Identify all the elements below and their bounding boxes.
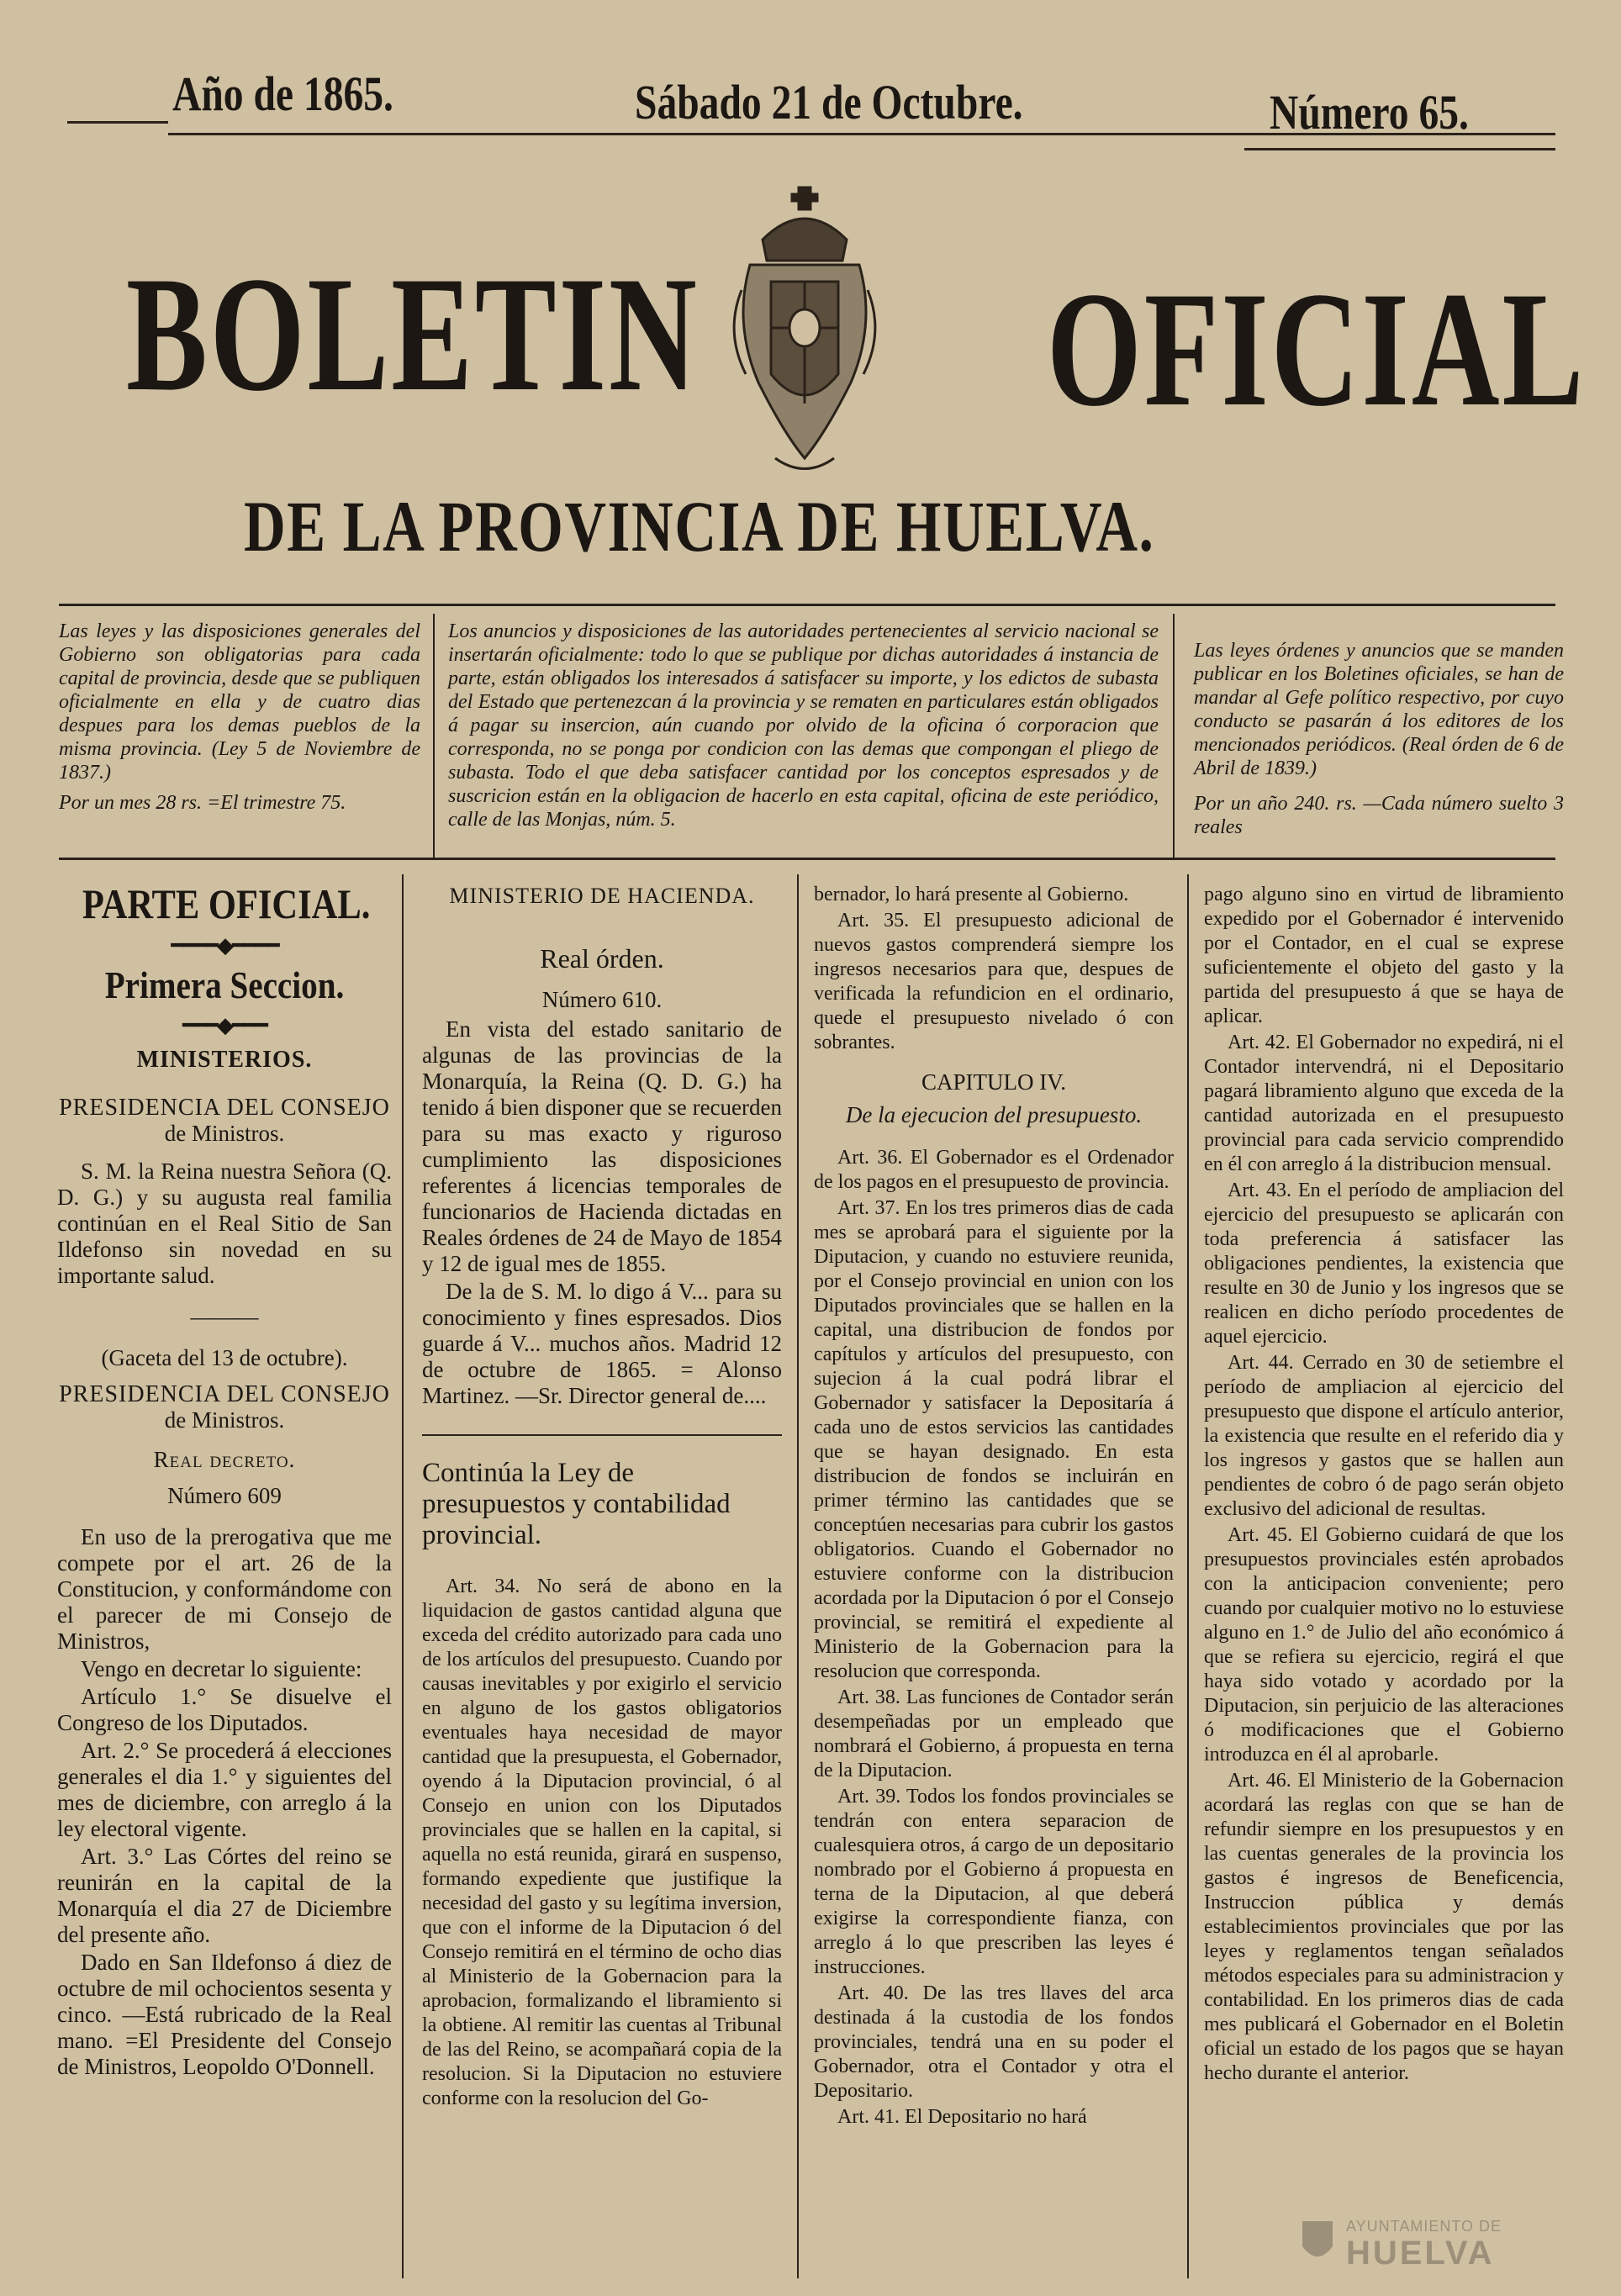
- presidencia-sub: de Ministros.: [164, 1407, 285, 1433]
- column-divider-2: [797, 874, 799, 2278]
- ministerios-heading: MINISTERIOS.: [136, 1047, 313, 1073]
- paragraph: Art. 35. El presupuesto adicional de nuevos gastos comprenderá siempre los ingresos necesarios para que, despues de verificada la refundicion en el ordinario, quede el presupuesto nivelado ó con sobrantes.: [814, 910, 1174, 1053]
- notice-left: [59, 620, 420, 815]
- capitulo-subheading: De la ejecucion del presupuesto.: [845, 1102, 1143, 1127]
- paragraph: Vengo en decretar lo siguiente:: [81, 1656, 362, 1681]
- paragraph: Art. 2.° Se procederá á elecciones generales el dia 1.° y siguientes del mes de diciembre, con arreglo á la ley electoral vigente.: [57, 1738, 392, 1841]
- column-divider-1: [402, 874, 404, 2278]
- column-divider-3: [1187, 874, 1189, 2278]
- notices-divider-left: [433, 614, 435, 858]
- subtitle-provincia: DE LA PROVINCIA DE HUELVA.: [244, 486, 1155, 567]
- paragraph: pago alguno sino en virtud de libramiento expedido por el Gobernador é intervenido por el Contador, en el cual se exprese suficientemente el objeto del gasto y la partida del presupuesto á que se haya de aplicar.: [1204, 884, 1564, 1027]
- divider: ———: [190, 1304, 259, 1329]
- notice-center: [448, 620, 1159, 831]
- ornament-rule: ━━━◆━━━: [182, 1013, 267, 1037]
- presidencia-heading: PRESIDENCIA DEL CONSEJO: [59, 1095, 390, 1121]
- paragraph: De la de S. M. lo digo á V... para su conocimiento y fines espresados. Dios guarde á V... muchos años. Madrid 12 de octubre de 1865. = Alonso Martinez. —Sr. Director general de....: [422, 1279, 782, 1408]
- paragraph: En uso de la prerogativa que me compete por el art. 26 de la Constitucion, y conformándome con el parecer de mi Consejo de Ministros,: [57, 1524, 392, 1654]
- capitulo-heading: CAPITULO IV.: [921, 1069, 1066, 1095]
- ornament-rule: ━━━━◆━━━━: [171, 933, 278, 958]
- paragraph: Dado en San Ildefonso á diez de octubre de mil ochocientos sesenta y cinco. —Está rubricado de la Real mano. =El Presidente del Consejo de Ministros, Leopoldo O'Donnell.: [57, 1950, 392, 2079]
- decree-number: Número 609: [167, 1483, 282, 1508]
- notice-left-text: Las leyes y las disposiciones generales del Gobierno son obligatorias para cada capital de provincia, desde que se publiquen oficialmente en ella y de cuatro dias despues para los demas pueblos de la misma provincia. (Ley 5 de Noviembre de 1837.): [59, 620, 420, 784]
- paragraph: Art. 46. El Ministerio de la Gobernacion acordará las reglas con que se han de refundir siempre en los presupuestos y en las cuentas generales de la provincia los gastos é ingresos de Beneficencia, Instruccion pública y demás establecimientos provinciales que por las leyes y reglamentos tengan señalados métodos especiales para su administracion y contabilidad. En los primeros dias de cada mes publicará el Gobernador en el Boletin oficial un estado de los pagos que se hayan hecho durante el anterior.: [1204, 1770, 1564, 2084]
- paragraph: Art. 36. El Gobernador es el Ordenador de los pagos en el presupuesto de provincia.: [814, 1147, 1174, 1193]
- title-oficial: OFICIAL: [1047, 258, 1587, 441]
- issue-date: Sábado 21 de Octubre.: [635, 75, 1023, 129]
- section-rule: [422, 1434, 782, 1436]
- paragraph: Art. 40. De las tres llaves del arca destinada á la custodia de los fondos provinciales, tendrá una en su poder el Gobernador, otra el Contador y otra el Depositario.: [814, 1982, 1174, 2102]
- issue-year: Año de 1865.: [172, 66, 393, 121]
- ministerio-heading: MINISTERIO DE HACIENDA.: [449, 884, 755, 908]
- paragraph: Art. 39. Todos los fondos provinciales se tendrán con entera separacion de cualesquiera otros, á cargo de un depositario nombrado por el Gobierno á propuesta en terna de la Diputacion, al que deberá exigirse la correspondiente fianza, con arreglo á lo que prescriben las leyes é instrucciones.: [814, 1786, 1174, 1978]
- order-number: Número 610.: [541, 987, 663, 1012]
- shield-icon: [1299, 2218, 1336, 2268]
- real-orden-heading: Real órden.: [540, 943, 664, 974]
- issue-number: Número 65.: [1270, 85, 1469, 140]
- notice-left-price: Por un mes 28 rs. =El trimestre 75.: [59, 792, 346, 814]
- paragraph: S. M. la Reina nuestra Señora (Q. D. G.) y su augusta real familia continúan en el Real Sitio de San Ildefonso sin novedad en su importante salud.: [57, 1159, 392, 1288]
- notice-right-price: Por un año 240. rs. —Cada número suelto 3 reales: [1194, 793, 1564, 838]
- real-decreto-heading: Real decreto.: [153, 1447, 296, 1472]
- column-4: [1204, 883, 1564, 2088]
- coat-of-arms-icon: [725, 181, 884, 483]
- paragraph: Art. 34. No será de abono en la liquidacion de gastos cantidad alguna que exceda del crédito autorizado para cada uno de los artículos del presupuesto. Cuando por causas inevitables y por exigirlo el servicio en alguno de los gastos obligatorios eventuales haya necesidad de mayor cantidad que la presupuesta, el Gobernador, oyendo á la Diputacion provincial, ó al Consejo en union con los Diputados provinciales que se hallen en la capital, si aquella no está reunida, girará en suspenso, formando expediente que justifique la necesidad del gasto y su legítima inversion, que con el informe de la Diputacion ó del Consejo remitirá en el término de ocho dias al Ministerio de la Gobernacion para la aprobacion, formalizando el libramiento si la obtiene. Al remitir las cuentas al Tribunal de las del Reino, se acompañará copia de la resolucion. Si la Diputacion no estuviere conforme con la resolucion del Go-: [422, 1576, 782, 2109]
- paragraph: En vista del estado sanitario de algunas de las provincias de la Monarquía, la Reina (Q. D. G.) ha tenido á bien disponer que se recuerden para su mas exacto y riguroso cumplimiento las disposiciones referentes á licencias temporales de funcionarios de Hacienda dictadas en Reales órdenes de 24 de Mayo de 1854 y 12 de igual mes de 1855.: [422, 1016, 782, 1276]
- notices-divider-right: [1173, 614, 1175, 858]
- stamp-line-2: HUELVA: [1346, 2235, 1495, 2272]
- parte-oficial-heading: PARTE OFICIAL.: [82, 880, 371, 927]
- paragraph: Artículo 1.° Se disuelve el Congreso de los Diputados.: [57, 1684, 392, 1735]
- paragraph: Art. 45. El Gobierno cuidará de que los presupuestos provinciales estén aprobados con la anticipacion conveniente; pero cuando por cualquier motivo no lo estuviese alguno en 1.° de Julio del año económico á que se refiera su ejercicio, regirá el que haya sido votado y acordado por la Diputacion, sin perjuicio de las alteraciones ó modificaciones que el Gobierno introduzca en él al aprobarle.: [1204, 1524, 1564, 1766]
- notices-bottom-rule: [59, 858, 1555, 860]
- gaceta-source: (Gaceta del 13 de octubre).: [101, 1345, 348, 1370]
- column-3: [814, 883, 1174, 2131]
- stamp-line-1: AYUNTAMIENTO DE: [1346, 2218, 1502, 2235]
- notice-right-text: Las leyes órdenes y anuncios que se manden publicar en los Boletines oficiales, se han de mandar al Gefe político respectivo, por cuyo conducto se pasarán á los editores de los mencionados periódicos. (Real órden de 6 de Abril de 1839.): [1194, 640, 1564, 779]
- paragraph: Art. 42. El Gobernador no expedirá, ni el Contador intervendrá, ni el Depositario pagará libramiento alguno que exceda de la cantidad autorizada en el presupuesto provincial para cada servicio comprendido en él con arreglo á la distribucion mensual.: [1204, 1032, 1564, 1175]
- paragraph: Art. 44. Cerrado en 30 de setiembre el período de ampliacion al ejercicio del presupuesto que dispone el artículo anterior, la existencia que resulte en el referido dia y los ingresos y gastos que se hallen aun pendientes de cobro ó de pago serán objeto exclusivo del adicional de resultas.: [1204, 1352, 1564, 1520]
- top-rule-right: [1244, 148, 1555, 150]
- archive-stamp: [1299, 2211, 1576, 2278]
- continua-heading: Continúa la Ley de presupuestos y contabilidad provincial.: [422, 1458, 731, 1550]
- paragraph: Art. 3.° Las Córtes del reino se reunirán en la capital de la Monarquía el dia 27 de Diciembre del presente año.: [57, 1844, 392, 1947]
- title-boletin: BOLETIN: [126, 243, 700, 425]
- notice-right: [1194, 639, 1564, 839]
- notice-center-text: Los anuncios y disposiciones de las autoridades pertenecientes al servicio nacional se insertarán oficialmente: todo lo que se publique por dichas autoridades á instancia de parte, están obligados los interesados á satisfacer su importe, y los edictos de subasta del Estado que pertenezcan á la provincia y se rematen en particulares están obligados á pagar su insercion, aún cuando por olvido de la oficina ó corporacion que corresponda, no se ponga por condicion con las demas que compongan el pliego de subasta. Todo el que deba satisfacer cantidad por los conceptos espresados y de suscricion están en la obligacion de hacerlo en esta capital, oficina de este periódico, calle de las Monjas, núm. 5.: [448, 620, 1159, 831]
- column-1: [57, 879, 392, 2082]
- presidencia-heading: PRESIDENCIA DEL CONSEJO: [59, 1381, 390, 1407]
- paragraph: Art. 38. Las funciones de Contador serán desempeñadas por un empleado que nombrará el Gobierno, á propuesta en terna de la Diputacion.: [814, 1686, 1174, 1781]
- paragraph: Art. 41. El Depositario no hará: [837, 2106, 1087, 2128]
- presidencia-sub: de Ministros.: [164, 1121, 285, 1146]
- paragraph: Art. 43. En el período de ampliacion del ejercicio del presupuesto se aplicarán con toda preferencia á satisfacer las obligaciones pendientes, la existencia que resulte en 30 de Junio y los ingresos que se realicen en dicho período procedentes de aquel ejercicio.: [1204, 1180, 1564, 1348]
- column-2: [422, 883, 782, 2113]
- primera-seccion-heading: Primera Seccion.: [104, 963, 345, 1006]
- paragraph: Art. 37. En los tres primeros dias de cada mes se aprobará para el siguiente por la Diputacion, y cuando no estuviere reunida, por el Consejo provincial en union con los Diputados provinciales que se hallen en la capital, una distribucion de fondos por capítulos y artículos del presupuesto, con sujecion á la cual podrá librar el Gobernador y satisfacer la Depositaría á cada uno de estos servicios las cantidades que se hayan designado. En esta distribucion de fondos se incluirán en primer término las cantidades que se conceptúen necesarias para cubrir los gastos obligatorios. Cuando el Gobernador no estuviere conforme con la distribucion acordada por la Diputacion ó por el Consejo provincial, se remitirá el expediente al Ministerio de la Gobernacion para la resolucion que corresponda.: [814, 1197, 1174, 1682]
- paragraph: bernador, lo hará presente al Gobierno.: [814, 884, 1129, 905]
- notices-top-rule: [59, 604, 1555, 606]
- top-rule-left: [67, 121, 168, 124]
